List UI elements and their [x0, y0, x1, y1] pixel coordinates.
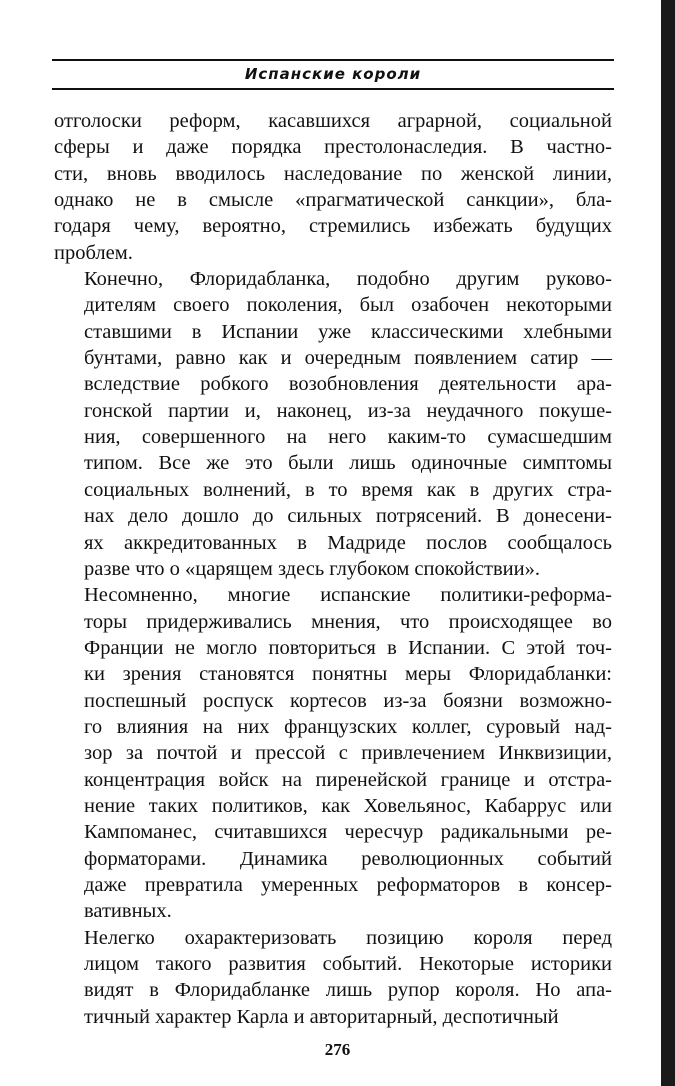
text-line: видят в Флоридабланке лишь рупор короля. Но апа-: [84, 979, 612, 1002]
paragraph: [54, 582, 612, 924]
text-line: социальных волнений, в то время как в других стра-: [84, 478, 612, 501]
text-line: годаря чему, вероятно, стремились избежать будущих: [54, 215, 612, 238]
text-line: нение таких политиков, как Ховельянос, Кабаррус или: [84, 794, 612, 817]
text-line: вативных.: [84, 900, 172, 923]
paragraph: [54, 108, 612, 266]
text-line: го влияния на них французских коллег, суровый над-: [84, 715, 612, 738]
text-line: торы придерживались мнения, что происходящее во: [84, 610, 612, 633]
text-line: однако не в смысле «прагматической санкции», бла-: [54, 189, 612, 212]
text-line: ния, совершенного на него каким-то сумасшедшим: [84, 426, 612, 449]
text-line: сферы и даже порядка престолонаследия. В частно-: [54, 136, 612, 159]
page-number: 276: [324, 1040, 351, 1059]
text-line: концентрация войск на пиренейской границе и отстра-: [84, 768, 612, 791]
text-line: ки зрения становятся понятны меры Флоридабланки:: [84, 663, 612, 686]
text-line: ях аккредитованных в Мадриде послов сообщалось: [84, 531, 612, 554]
text-line: поспешный роспуск кортесов из-за боязни возможно-: [84, 689, 612, 712]
text-line: вследствие робкого возобновления деятельности ара-: [84, 373, 612, 396]
text-line: бунтами, равно как и очередным появлением сатир —: [84, 347, 612, 370]
text-line: Конечно, Флоридабланка, подобно другим руково-: [84, 268, 612, 291]
header-top-rule: [52, 59, 614, 61]
text-line: Франции не могло повториться в Испании. С этой точ-: [84, 636, 612, 659]
text-line: разве что о «царящем здесь глубоком спокойствии».: [84, 557, 540, 580]
text-line: типом. Все же это были лишь одиночные симптомы: [84, 452, 612, 475]
text-line: тичный характер Карла и авторитарный, деспотичный: [84, 1005, 559, 1028]
running-header-title: Испанские короли: [244, 65, 422, 83]
text-line: форматорами. Динамика революционных событий: [84, 847, 612, 870]
text-line: зор за почтой и прессой с привлечением Инквизиции,: [84, 742, 612, 765]
text-line: отголоски реформ, касавшихся аграрной, социальной: [54, 110, 612, 132]
text-line: нах дело дошло до сильных потрясений. В донесени-: [84, 505, 612, 528]
paragraph: [54, 925, 612, 1030]
text-line: Нелегко охарактеризовать позицию короля перед: [84, 926, 612, 949]
text-line: Несомненно, многие испанские политики-реформа-: [84, 584, 612, 607]
text-line: дителям своего поколения, был озабочен некоторыми: [84, 294, 612, 317]
text-line: лицом такого развития событий. Некоторые историки: [84, 953, 612, 975]
header-bottom-rule: [52, 88, 614, 90]
text-line: ставшими в Испании уже классическими хлебными: [84, 320, 612, 343]
page-edge-shadow: [661, 0, 675, 1086]
text-line: сти, вновь вводилось наследование по женской линии,: [54, 162, 612, 185]
text-line: гонской партии и, наконец, из-за неудачного покуше-: [84, 399, 612, 422]
paragraph: [54, 266, 612, 582]
text-line: Кампоманес, считавшихся чересчур радикальными ре-: [84, 821, 612, 844]
body-text: [54, 108, 612, 1030]
text-line: проблем.: [54, 241, 133, 264]
text-line: даже превратила умеренных реформаторов в консер-: [84, 873, 612, 896]
